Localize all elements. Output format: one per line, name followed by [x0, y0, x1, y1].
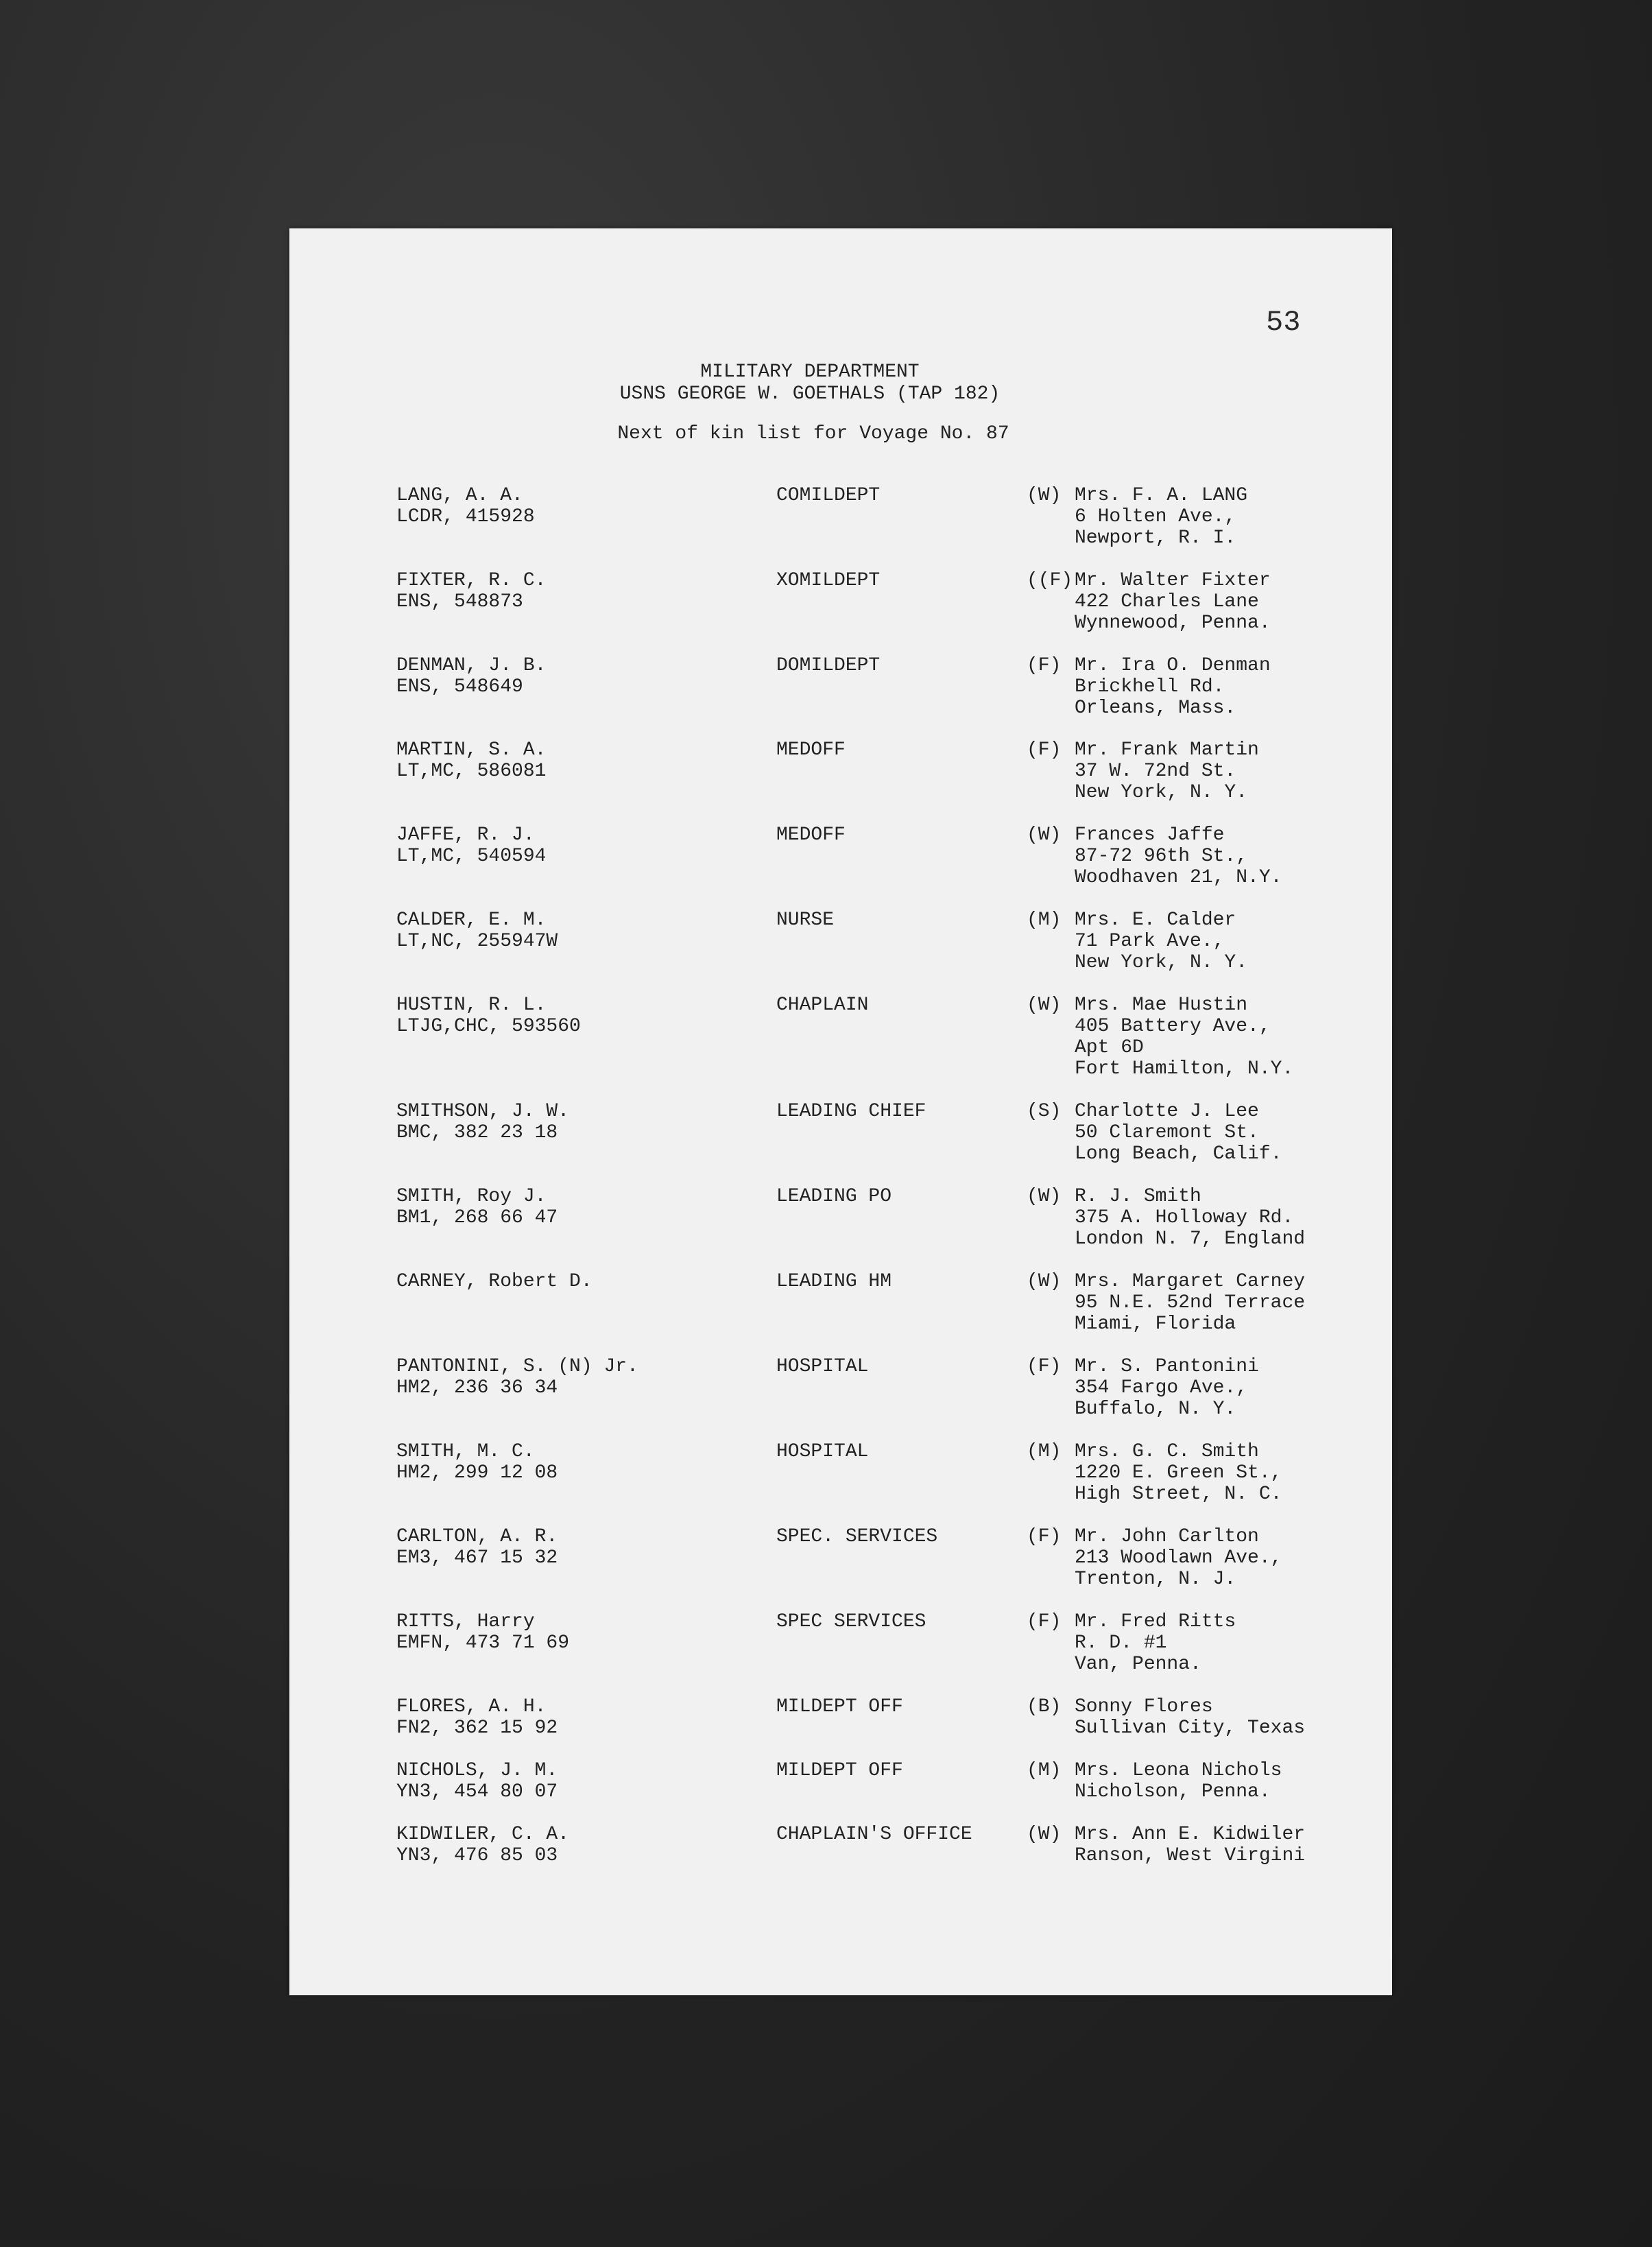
entry-name-line: YN3, 454 80 07 [396, 1781, 558, 1803]
entry-address-line: Miami, Florida [1075, 1313, 1236, 1335]
entry-department-line: LEADING HM [776, 1271, 892, 1292]
entry-address-line: 354 Fargo Ave., [1075, 1377, 1248, 1399]
entry-address [1075, 995, 1293, 1080]
entry-address [1075, 1526, 1282, 1590]
entry-address-line: Mr. John Carlton [1075, 1526, 1259, 1547]
entry-department-line: MILDEPT OFF [776, 1696, 903, 1717]
entry-address-line: Nicholson, Penna. [1075, 1781, 1271, 1803]
entry-name-line: ENS, 548649 [396, 676, 523, 698]
entry-address-line: Mr. S. Pantonini [1075, 1356, 1259, 1377]
entry-name [396, 995, 581, 1037]
entry-department-line: HOSPITAL [776, 1441, 869, 1462]
entry-name [396, 1696, 558, 1739]
entry-department [776, 1696, 903, 1717]
entry-name-line: DENMAN, J. B. [396, 655, 547, 676]
entry-address-line: 375 A. Holloway Rd. [1075, 1207, 1294, 1228]
entry-department-line: COMILDEPT [776, 485, 881, 506]
entry-department-line: MILDEPT OFF [776, 1760, 903, 1781]
entry-address-line: Mrs. Leona Nichols [1075, 1760, 1282, 1781]
entry-address-line: High Street, N. C. [1075, 1484, 1282, 1505]
entry-relation-line: ((F) [1027, 570, 1073, 591]
entry-department-line: LEADING CHIEF [776, 1101, 926, 1122]
entry-name-line: SMITHSON, J. W. [396, 1101, 570, 1122]
entry-relation [1027, 910, 1061, 931]
entry-name-line: FLORES, A. H. [396, 1696, 547, 1717]
entry-address [1075, 910, 1247, 973]
entry-name [396, 1611, 569, 1654]
entry-address-line: Sonny Flores [1075, 1696, 1213, 1717]
entry-relation-line: (M) [1027, 910, 1062, 931]
entry-name [396, 1186, 558, 1228]
entry-address-line: Buffalo, N. Y. [1075, 1399, 1236, 1420]
entry-department [776, 824, 846, 846]
entry-department [776, 739, 846, 761]
document-page [289, 228, 1392, 1995]
entry-address [1075, 824, 1282, 888]
entry-department-line: SPEC. SERVICES [776, 1526, 938, 1547]
entry-relation [1027, 570, 1073, 591]
entry-name-line: ENS, 548873 [396, 591, 523, 613]
entry-address-line: 1220 E. Green St., [1075, 1462, 1282, 1484]
header-department: MILITARY DEPARTMENT [700, 361, 920, 383]
entry-department [776, 1441, 868, 1462]
entry-address-line: R. D. #1 [1075, 1632, 1167, 1654]
entry-address-line: Newport, R. I. [1075, 527, 1236, 549]
entry-department-line: LEADING PO [776, 1186, 892, 1207]
entry-name [396, 1101, 569, 1143]
entry-address-line: Fort Hamilton, N.Y. [1075, 1058, 1294, 1080]
entry-department [776, 995, 868, 1016]
entry-relation-line: (S) [1027, 1101, 1062, 1122]
entry-department-line: HOSPITAL [776, 1356, 869, 1377]
entry-address-line: Mrs. Margaret Carney [1075, 1271, 1306, 1292]
entry-address-line: Mrs. G. C. Smith [1075, 1441, 1259, 1462]
header-ship: USNS GEORGE W. GOETHALS (TAP 182) [619, 383, 1001, 405]
entry-address-line: Brickhell Rd. [1075, 676, 1225, 698]
entry-name [396, 1526, 558, 1569]
entry-department [776, 570, 880, 591]
entry-name-line: YN3, 476 85 03 [396, 1845, 558, 1866]
entry-address-line: Woodhaven 21, N.Y. [1075, 867, 1282, 888]
entry-address-line: 422 Charles Lane [1075, 591, 1259, 613]
header-list-title: Next of kin list for Voyage No. 87 [617, 423, 1009, 444]
entry-department [776, 1824, 972, 1845]
entry-address-line: Mr. Frank Martin [1075, 739, 1259, 761]
entry-name [396, 910, 558, 952]
entry-relation [1027, 995, 1061, 1016]
entry-relation-line: (W) [1027, 995, 1062, 1016]
entry-name-line: HM2, 299 12 08 [396, 1462, 558, 1484]
entry-department [776, 655, 880, 676]
entry-name [396, 1760, 558, 1803]
entry-relation-line: (B) [1027, 1696, 1062, 1717]
entry-department-line: CHAPLAIN [776, 995, 869, 1016]
entry-address-line: 6 Holten Ave., [1075, 506, 1236, 527]
entry-relation [1027, 1441, 1061, 1462]
entry-name-line: LANG, A. A. [396, 485, 523, 506]
entry-name-line: LT,MC, 586081 [396, 761, 547, 782]
entry-name-line: CALDER, E. M. [396, 910, 547, 931]
entry-name-line: SMITH, Roy J. [396, 1186, 547, 1207]
entry-address [1075, 485, 1247, 549]
entry-name-line: HUSTIN, R. L. [396, 995, 547, 1016]
entry-address [1075, 570, 1271, 634]
entry-address-line: Apt 6D [1075, 1037, 1144, 1058]
entry-address-line: Mrs. Mae Hustin [1075, 995, 1248, 1016]
entry-relation [1027, 1271, 1061, 1292]
entry-address [1075, 1101, 1282, 1165]
entry-relation [1027, 1611, 1061, 1632]
entry-address [1075, 1824, 1305, 1866]
entry-address [1075, 1271, 1305, 1335]
entry-address-line: Frances Jaffe [1075, 824, 1225, 846]
entry-address-line: New York, N. Y. [1075, 782, 1248, 803]
entry-name-line: FN2, 362 15 92 [396, 1717, 558, 1739]
entry-address-line: 87-72 96th St., [1075, 846, 1248, 867]
entry-name [396, 1441, 558, 1484]
entry-address-line: Wynnewood, Penna. [1075, 613, 1271, 634]
entry-name [396, 485, 535, 527]
entry-name-line: LTJG,CHC, 593560 [396, 1016, 581, 1037]
entry-address [1075, 1760, 1282, 1803]
entry-department-line: DOMILDEPT [776, 655, 881, 676]
entry-name-line: CARLTON, A. R. [396, 1526, 558, 1547]
entry-relation-line: (F) [1027, 1611, 1062, 1632]
entry-relation [1027, 1526, 1061, 1547]
entry-relation-line: (F) [1027, 739, 1062, 761]
entry-address-line: Mr. Ira O. Denman [1075, 655, 1271, 676]
entry-address-line: R. J. Smith [1075, 1186, 1201, 1207]
entry-relation-line: (W) [1027, 485, 1062, 506]
entry-name-line: LT,NC, 255947W [396, 931, 558, 952]
entry-address [1075, 1696, 1305, 1739]
entry-name-line: MARTIN, S. A. [396, 739, 547, 761]
entry-relation [1027, 1760, 1061, 1781]
entry-name-line: LCDR, 415928 [396, 506, 535, 527]
entry-relation [1027, 1824, 1061, 1845]
entry-address [1075, 1611, 1236, 1675]
entry-name-line: EM3, 467 15 32 [396, 1547, 558, 1569]
entry-address-line: New York, N. Y. [1075, 952, 1248, 973]
entry-name-line: JAFFE, R. J. [396, 824, 535, 846]
page-number: 53 [1266, 306, 1301, 339]
entry-name-line: BM1, 268 66 47 [396, 1207, 558, 1228]
entry-name-line: LT,MC, 540594 [396, 846, 547, 867]
entry-address-line: Ranson, West Virgini [1075, 1845, 1306, 1866]
entry-name-line: HM2, 236 36 34 [396, 1377, 558, 1399]
entry-name [396, 824, 546, 867]
entry-department [776, 1611, 926, 1632]
entry-name [396, 1356, 638, 1399]
entry-department [776, 1356, 868, 1377]
entry-relation [1027, 1186, 1061, 1207]
entry-department-line: XOMILDEPT [776, 570, 881, 591]
entry-address-line: Mrs. F. A. LANG [1075, 485, 1248, 506]
entry-address-line: Mr. Fred Ritts [1075, 1611, 1236, 1632]
entry-relation [1027, 1356, 1061, 1377]
entry-name [396, 1824, 569, 1866]
entry-address-line: 95 N.E. 52nd Terrace [1075, 1292, 1306, 1313]
entry-address [1075, 739, 1259, 803]
entry-department [776, 1760, 903, 1781]
entry-department-line: MEDOFF [776, 824, 846, 846]
entry-department [776, 1101, 926, 1122]
entry-relation-line: (F) [1027, 1356, 1062, 1377]
entry-relation [1027, 485, 1061, 506]
entry-relation [1027, 824, 1061, 846]
entry-name-line: NICHOLS, J. M. [396, 1760, 558, 1781]
entry-relation-line: (M) [1027, 1441, 1062, 1462]
entry-address-line: Charlotte J. Lee [1075, 1101, 1259, 1122]
entry-address-line: Trenton, N. J. [1075, 1569, 1236, 1590]
entry-relation [1027, 1101, 1061, 1122]
entry-relation-line: (W) [1027, 1186, 1062, 1207]
entry-address [1075, 655, 1271, 719]
entry-department-line: NURSE [776, 910, 835, 931]
entry-name-line: CARNEY, Robert D. [396, 1271, 592, 1292]
entry-relation [1027, 655, 1061, 676]
entry-address-line: 50 Claremont St. [1075, 1122, 1259, 1143]
entry-relation-line: (W) [1027, 824, 1062, 846]
entry-address-line: 405 Battery Ave., [1075, 1016, 1271, 1037]
entry-name-line: RITTS, Harry [396, 1611, 535, 1632]
entry-name-line: PANTONINI, S. (N) Jr. [396, 1356, 638, 1377]
entry-department [776, 1271, 891, 1292]
entry-address [1075, 1356, 1259, 1420]
entry-address-line: Sullivan City, Texas [1075, 1717, 1306, 1739]
entry-name-line: SMITH, M. C. [396, 1441, 535, 1462]
entry-address [1075, 1441, 1282, 1505]
entry-department [776, 485, 880, 506]
entry-relation-line: (W) [1027, 1824, 1062, 1845]
entry-address-line: London N. 7, England [1075, 1228, 1306, 1250]
entry-address-line: 37 W. 72nd St. [1075, 761, 1236, 782]
entry-name [396, 655, 546, 698]
entry-address-line: Long Beach, Calif. [1075, 1143, 1282, 1165]
entry-relation-line: (W) [1027, 1271, 1062, 1292]
entry-department [776, 1186, 891, 1207]
entry-relation-line: (F) [1027, 655, 1062, 676]
entry-relation-line: (M) [1027, 1760, 1062, 1781]
entry-name-line: KIDWILER, C. A. [396, 1824, 570, 1845]
entry-name [396, 739, 546, 782]
entry-name-line: EMFN, 473 71 69 [396, 1632, 570, 1654]
entry-address-line: Mr. Walter Fixter [1075, 570, 1271, 591]
entry-address-line: Mrs. Ann E. Kidwiler [1075, 1824, 1306, 1845]
entry-address-line: Mrs. E. Calder [1075, 910, 1236, 931]
entry-department [776, 1526, 937, 1547]
entry-name [396, 1271, 592, 1292]
entry-relation-line: (F) [1027, 1526, 1062, 1547]
entry-department [776, 910, 834, 931]
entry-relation [1027, 739, 1061, 761]
entry-relation [1027, 1696, 1061, 1717]
entry-address-line: 213 Woodlawn Ave., [1075, 1547, 1282, 1569]
entry-address-line: 71 Park Ave., [1075, 931, 1225, 952]
entry-address [1075, 1186, 1305, 1250]
entry-name [396, 570, 546, 613]
entry-address-line: Van, Penna. [1075, 1654, 1201, 1675]
entry-department-line: MEDOFF [776, 739, 846, 761]
entry-name-line: BMC, 382 23 18 [396, 1122, 558, 1143]
entry-name-line: FIXTER, R. C. [396, 570, 547, 591]
entry-address-line: Orleans, Mass. [1075, 698, 1236, 719]
entry-department-line: CHAPLAIN'S OFFICE [776, 1824, 972, 1845]
entry-department-line: SPEC SERVICES [776, 1611, 926, 1632]
